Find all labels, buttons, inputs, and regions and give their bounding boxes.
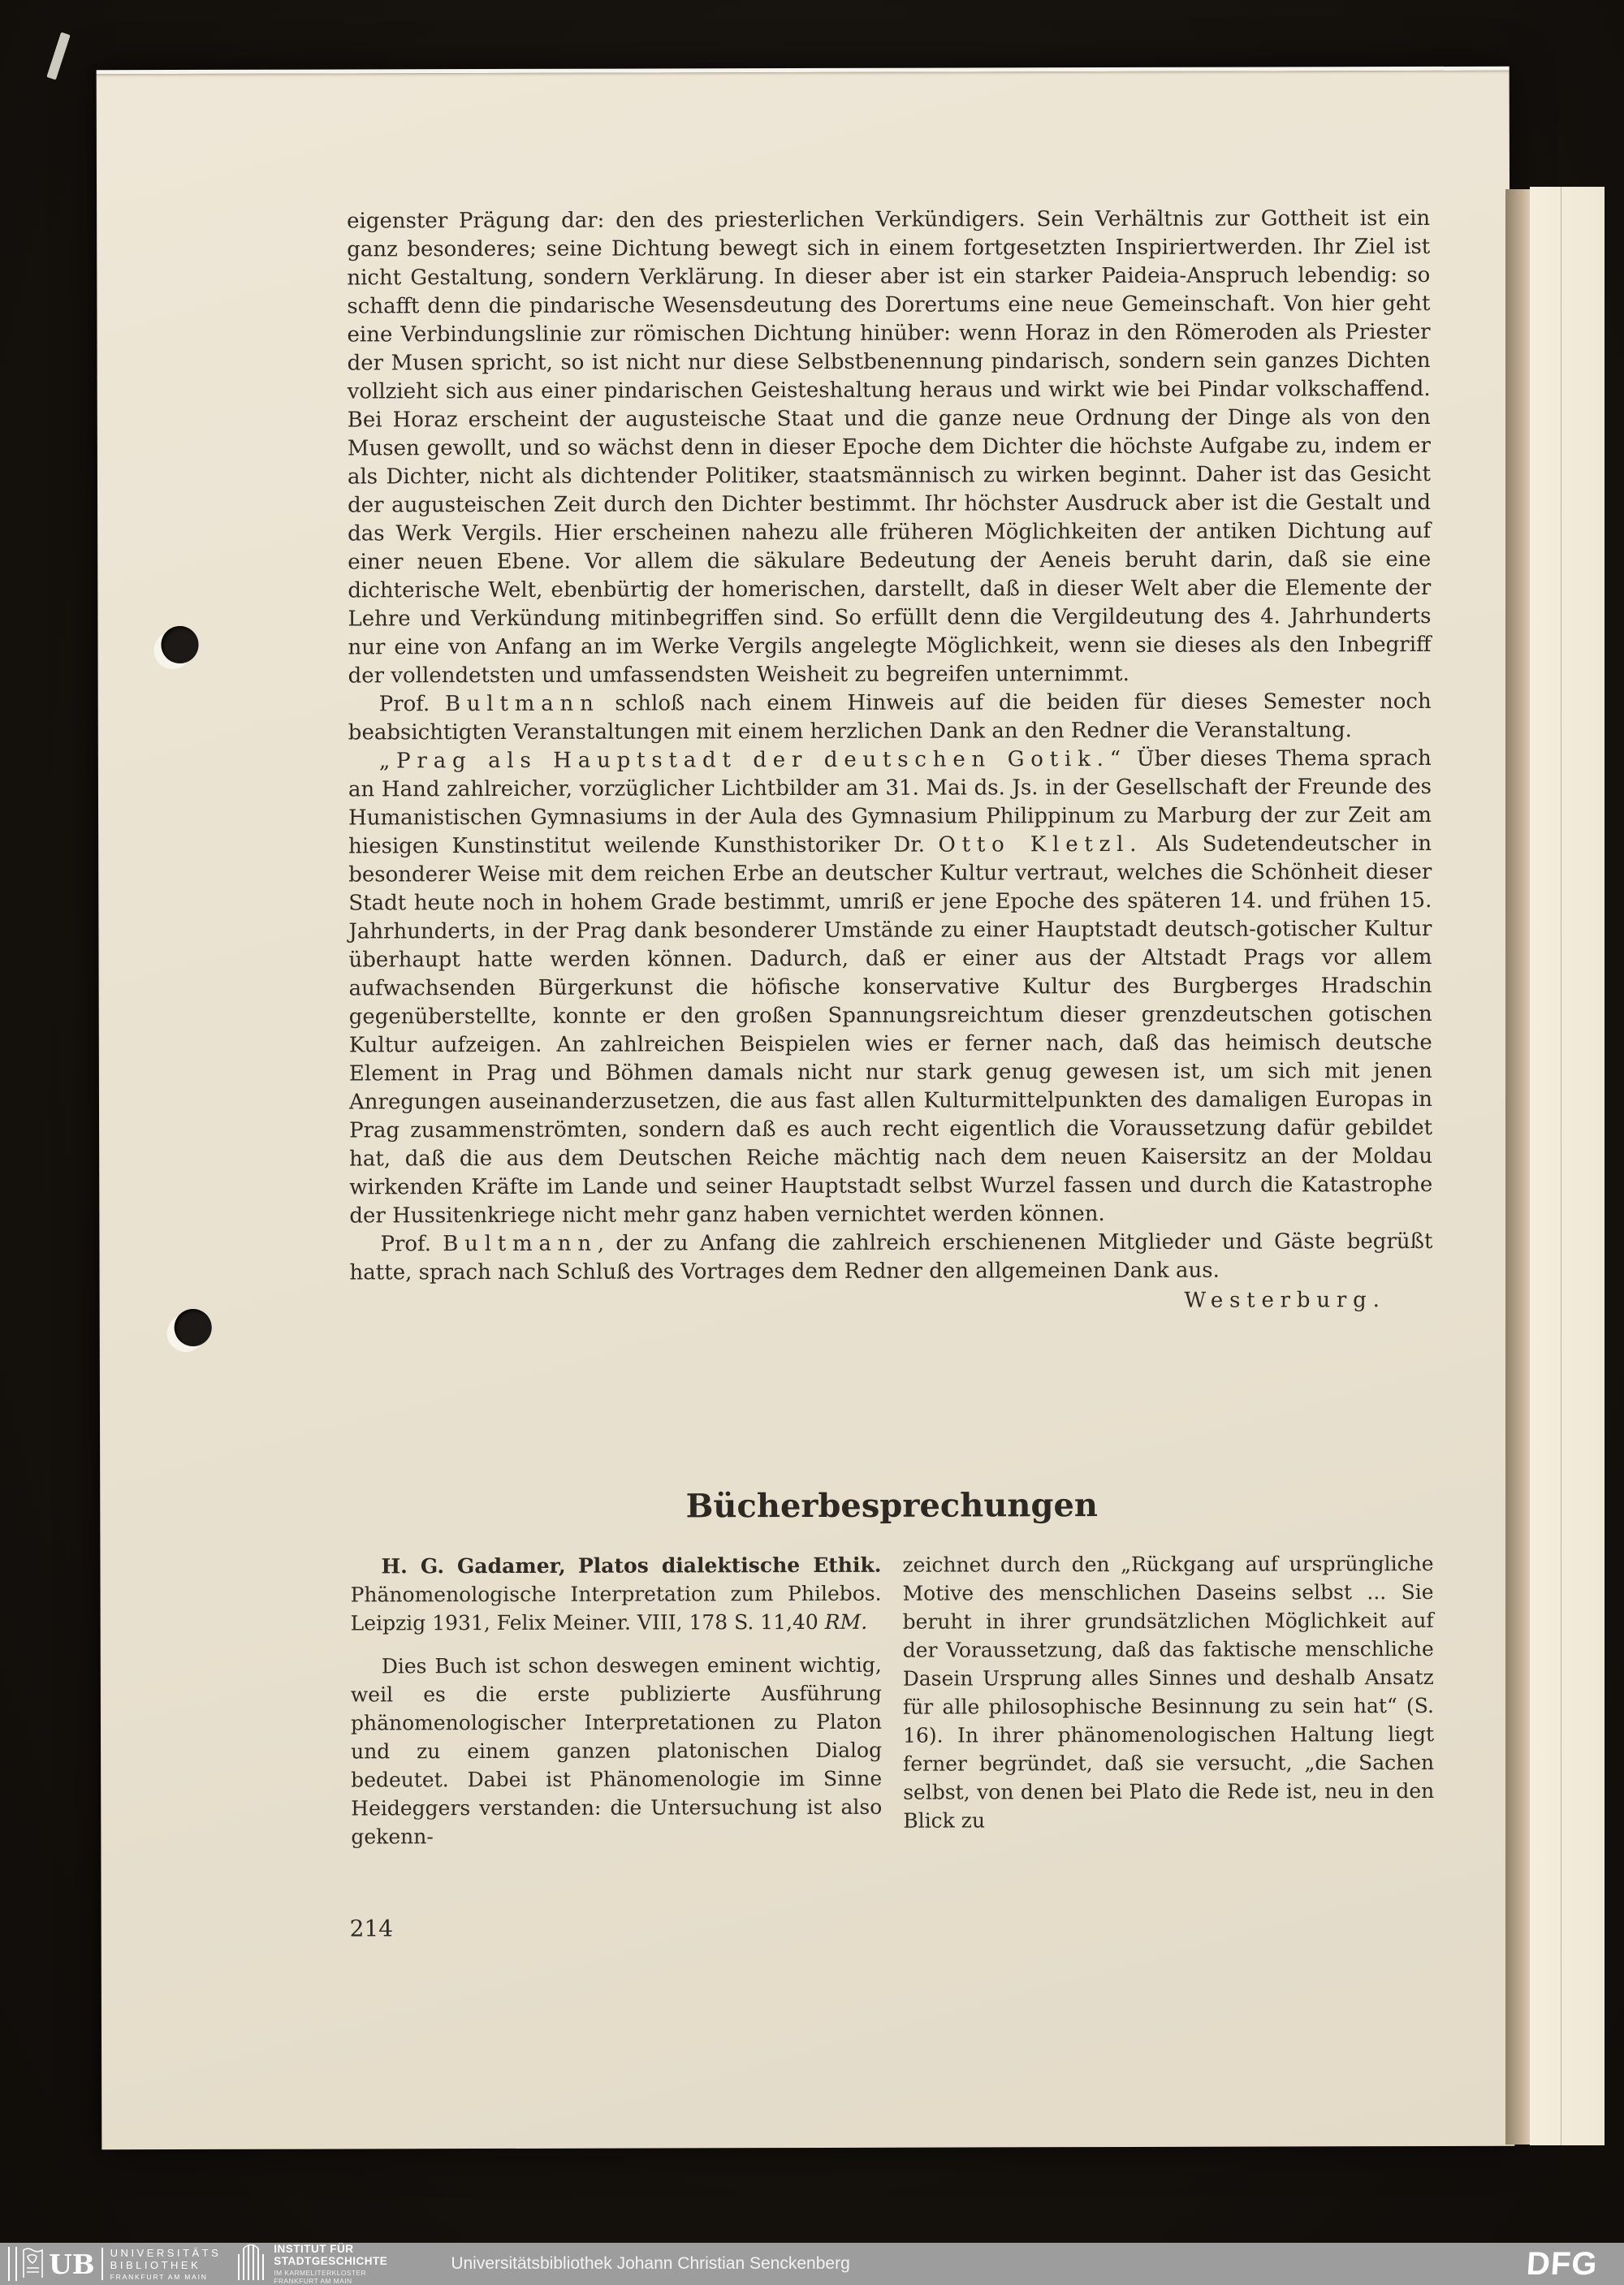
institut-line3: IM KARMELITERKLOSTER	[274, 2269, 367, 2277]
gothic-arch-icon	[237, 2244, 266, 2284]
article-paragraph	[349, 1228, 1432, 1287]
institut-line2: STADTGESCHICHTE	[274, 2255, 388, 2267]
review-column-left	[350, 1551, 882, 1851]
institut-line1: INSTITUT FÜR	[274, 2243, 354, 2255]
review-author: H. G. Gadamer,	[381, 1553, 566, 1579]
article-paragraph	[348, 688, 1432, 747]
text-run: schloß nach einem Hinweis auf die beiden für dieses Semester noch beabsichtigten Veranstaltungen mit einem herzlichen Dank an den Redner die Veranstaltung.	[348, 689, 1432, 745]
review-bibliography	[350, 1551, 881, 1638]
binding-gutter-shadow	[1505, 189, 1530, 2145]
article-paragraph: eigenster Prägung dar: den des priesterlichen Verkündigers. Sein Verhältnis zur Gottheit ist ein ganz besonderes; seine Dichtung bewegt sich in einem fortgesetzten Inspiriertwerden. Ihr Ziel ist nicht Gestaltung, sondern Verklärung. In dieser aber ist ein starker Paideia-Anspruch lebendig: so schafft denn die pindarische Wesensdeutung des Dorertums eine neue Gemeinschaft. Von hier geht eine Verbindungslinie zur römischen Dichtung hinüber: wenn Horaz in den Römeroden als Priester der Musen spricht, so ist nicht nur diese Selbstbenennung pindarisch, sondern sein ganzes Dichten vollzieht sich aus einer pindarischen Geisteshaltung heraus und wirkt wie bei Pindar volkschaffend. Bei Horaz erscheint der augusteische Staat und die ganze neue Ordnung der Dinge als von den Musen gewollt, und so wächst denn in dieser Epoche dem Dichter die höchste Aufgabe zu, indem er als Dichter, nicht als dichtender Politiker, staatsmännisch zu wirken beginnt. Daher ist das Gesicht der augusteischen Zeit durch den Dichter bestimmt. Ihr höchster Ausdruck aber ist die Gestalt und das Werk Vergils. Hier erscheinen nahezu alle früheren Möglichkeiten der antiken Dichtung auf einer neuen Ebene. Vor allem die säkulare Bedeutung der Aeneis beruht darin, daß sie eine dichterische Welt, ebenbürtig der homerischen, darstellt, daß in dieser Welt aber die Elemente der Lehre und Verkündung mitinbegriffen sind. So erfüllt denn die Vergildeutung des 4. Jahrhunderts nur eine von Anfang an im Werke Vergils angelegte Möglichkeit, wenn sie dieses als den Inbegriff der vollendetsten und umfassendsten Weisheit zu begreifen unternimmt.	[347, 205, 1432, 689]
page-number: 214	[349, 1915, 394, 1942]
review-columns	[350, 1549, 1434, 1851]
page-corner-sliver	[46, 32, 70, 80]
text-run: Prof.	[378, 692, 446, 717]
article-paragraph	[348, 745, 1433, 1230]
stadtgeschichte-logo-text	[274, 2243, 387, 2285]
viewer-footer	[0, 2243, 1624, 2285]
dfg-logo: DFG	[1525, 2245, 1599, 2282]
ub-line2: BIBLIOTHEK	[110, 2258, 201, 2271]
author-signature: Westerburg.	[1184, 1288, 1386, 1313]
library-name-label: Universitätsbibliothek Johann Christian Senckenberg	[451, 2254, 850, 2273]
ub-logo	[8, 2245, 221, 2283]
review-text: zeichnet durch den „Rückgang auf ursprüngliche Motive des menschlichen Daseins selbst ... Sie beruht in ihrer grundsätzlichen Möglichkeit auf der Voraussetzung, daß das faktische menschliche Dasein Ursprung alles Sinnes und deshalb Ansatz für alle philosophische Besinnung zu sein hat“ (S. 16). In ihrer phänomenologischen Haltung liegt ferner begründet, daß sie versucht, „die Sachen selbst, von denen bei Plato die Rede ist, neu in den Blick zu	[902, 1551, 1435, 1833]
ub-logo-text	[110, 2247, 222, 2282]
institut-line4: FRANKFURT AM MAIN	[274, 2277, 352, 2285]
ub-logo-frame-lines	[8, 2247, 17, 2281]
ub-line3: FRANKFURT AM MAIN	[110, 2272, 208, 2281]
stadtgeschichte-logo	[237, 2243, 387, 2285]
ub-line1: UNIVERSITÄTS	[110, 2246, 222, 2259]
price-currency: RM.	[824, 1609, 868, 1634]
text-run: , der zu Anfang die zahlreich erschienenen Mitglieder und Gäste begrüßt hatte, sprach nach Schluß des Vortrages dem Redner den allgemeinen Dank aus.	[349, 1229, 1433, 1285]
punch-hole-top	[161, 626, 198, 663]
spaced-name: Otto Kletzl.	[938, 831, 1143, 857]
adjacent-page-edge	[1530, 187, 1605, 2145]
review-title: Platos dialektische Ethik.	[577, 1553, 882, 1578]
spaced-name: Bultmann	[443, 1231, 598, 1257]
article-body	[347, 205, 1433, 1317]
ub-abbreviation: UB	[49, 2248, 95, 2280]
spaced-title: „Prag als Hauptstadt der deutschen Gotik.“	[378, 746, 1127, 774]
book-reviews-section	[350, 1485, 1434, 1851]
punch-hole-bottom	[175, 1309, 212, 1346]
text-run: Prof.	[380, 1232, 443, 1257]
text-run: Als Sudetendeutscher in besonderer Weise mit dem reichen Erbe an deutscher Kultur vertraut, welches die Schönheit dieser Stadt heute noch in hohem Grade bestimmt, umriß er jene Epoche des späteren 14. und frühen 15. Jahrhunderts, in der Prag dank besonderer Umstände zu einer Hauptstadt deutsch-gotischer Kultur überhaupt hatte werden können. Dadurch, daß er einer aus der Altstadt Prags vor allem aufwachsenden Bürgerkunst die höfische konservative Kultur des Burgberges Hradschin gegenüberstellte, konnte er den großen Spannungsreichtum dieser grenzdeutschen gotischen Kultur aufzeigen. An zahlreichen Beispielen wies er ferner nach, daß das heimisch deutsche Element in Prag und Böhmen damals nicht nur stark genug gewesen ist, um sich mit jenen Anregungen auseinanderzusetzen, die aus fast allen Kulturmittelpunkten des damaligen Europas in Prag zusammenströmten, sondern daß es auch recht eigentlich die Voraussetzung dafür gebildet hat, daß die aus dem Deutschen Reiche mächtig nach dem neuen Kaisersitz an der Moldau wirkenden Kräfte im Lande und seiner Hauptstadt selbst Wurzel fassen und durch die Katastrophe der Hussitenkriege nicht mehr ganz haben vernichtet werden können.	[348, 831, 1433, 1229]
ub-logo-divider	[102, 2248, 103, 2280]
spaced-name: Bultmann	[444, 691, 600, 717]
review-text: Dies Buch ist schon deswegen eminent wichtig, weil es die erste publizierte Ausführung phänomenologischer Interpretationen zu Platon und zu einem ganzen platonischen Dialog bedeutet. Dabei ist Phänomenologie im Sinne Heideggers verstanden: die Untersuchung ist also gekenn-	[350, 1652, 883, 1849]
ub-engraving-icon	[21, 2245, 45, 2283]
review-column-right	[902, 1549, 1434, 1850]
section-heading: Bücherbesprechungen	[685, 1486, 1099, 1526]
review-imprint: Phänomenologische Interpretation zum Philebos. Leipzig 1931, Felix Meiner. VIII, 178 S. 11,40	[350, 1581, 882, 1635]
text-run: Über dieses Thema sprach an Hand zahlreicher, vorzüglicher Lichtbilder am 31. Mai ds. Js. in der Gesellschaft der Freunde des Humanistischen Gymnasiums in der Aula des Gymnasium Philippinum zu Marburg der zur Zeit am hiesigen Kunstinstitut weilende Kunsthistoriker Dr.	[348, 745, 1432, 859]
scanned-page	[97, 67, 1515, 2150]
